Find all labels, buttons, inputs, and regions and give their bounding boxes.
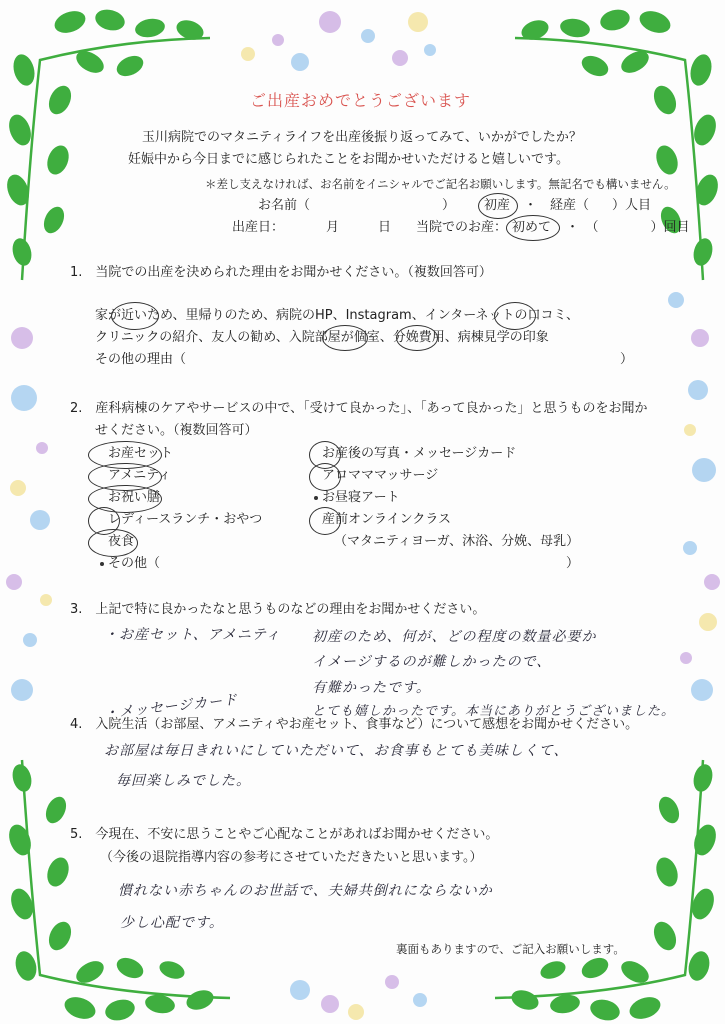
circle-delivery-cost <box>396 325 438 351</box>
birth-here-label: 当院でのお産： <box>416 220 508 235</box>
intro-line-1: 玉川病院でのマタニティライフを出産後振り返ってみて、いかがでしたか？ <box>142 130 582 145</box>
q4-answer-2: 毎回楽しみでした。 <box>116 773 251 789</box>
intro-line-2: 妊娠中から今日までに感じられたことをお聞かせいただけると嬉しいです。 <box>128 152 569 167</box>
q5-answer-1: 慣れない赤ちゃんのお世話で、夫婦共倒れにならないか <box>118 883 493 899</box>
intro-note: ＊差し支えなければ、お名前をイニシャルでご記名お願いします。無記名でも構いません。 <box>205 177 676 191</box>
birth-day: 日 <box>378 220 392 235</box>
circle-private-room <box>322 325 368 351</box>
q3-answer-6: とても嬉しかったです。本当にありがとうございました。 <box>312 704 675 719</box>
birth-month: 月 <box>326 220 340 235</box>
option-amenity: アメニティ <box>108 468 172 483</box>
q3-title: 3. 上記で特に良かったなと思うものなどの理由をお聞かせください。 <box>70 602 486 617</box>
times: ・ （ ）回目 <box>566 220 690 235</box>
option-photo-card: お産後の写真・メッセージカード <box>322 446 517 461</box>
q2-title-line-1: 2. 産科病棟のケアやサービスの中で、「受けて良かった」、「あって良かった」と思うものをお聞か <box>70 401 648 416</box>
name-close: ） <box>442 198 456 213</box>
q1-line-2: クリニックの紹介、友人の勧め、入院部屋が個室、分娩費用、病棟見学の印象 <box>95 330 549 345</box>
parity-count-close: ）人目 <box>612 198 652 213</box>
parity-multi: ・ 経産（ <box>524 198 590 213</box>
option-online-class: 産前オンラインクラス <box>322 512 451 527</box>
option-ladies-lunch: レディースランチ・おやつ <box>108 512 263 527</box>
option-celebration-meal: お祝い膳 <box>108 490 161 505</box>
circle-internet <box>494 302 536 330</box>
circle-home-near <box>111 302 159 330</box>
option-nap-art-bullet <box>314 496 318 500</box>
option-other-close: ） <box>566 556 580 571</box>
q1-line-3-close: ） <box>620 352 634 367</box>
q4-title: 4. 入院生活（お部屋、アメニティやお産セット、食事など）について感想をお聞かせください。 <box>70 717 639 732</box>
option-nap-art: お昼寝アート <box>322 490 400 505</box>
q3-answer-3: イメージするのが難しかったので、 <box>312 654 552 670</box>
q2-title-line-2: せください。（複数回答可） <box>95 423 258 438</box>
option-other: その他（ <box>108 556 161 571</box>
option-online-class-detail: （マタニティヨーガ、沐浴、分娩、母乳） <box>334 534 580 549</box>
parity-first: 初産 <box>484 198 511 213</box>
q5-answer-2: 少し心配です。 <box>120 915 224 931</box>
q5-title: 5. 今現在、不安に思うことやご心配なことがあればお聞かせください。 <box>70 827 499 842</box>
parity-first-circle <box>478 193 518 219</box>
option-birth-set: お産セット <box>108 446 174 461</box>
first-time-circle <box>506 215 560 241</box>
q1-line-1: 家が近いため、里帰りのため、病院のHP、Instagram、インターネットの口コミ、 <box>95 308 580 323</box>
q3-answer-2: 初産のため、何が、どの程度の数量必要か <box>312 629 597 645</box>
footer-note: 裏面もありますので、ご記入お願いします。 <box>396 942 625 956</box>
q3-answer-1: ・お産セット、アメニティ <box>104 627 281 643</box>
birth-label: 出産日： <box>232 220 285 235</box>
q3-answer-4: 有難かったです。 <box>312 680 431 696</box>
page-title: ご出産おめでとうございます <box>250 91 472 110</box>
q4-answer-1: お部屋は毎日きれいにしていただいて、お食事もとても美味しくて、 <box>104 743 569 759</box>
option-night-snack: 夜食 <box>108 534 135 549</box>
name-label: お名前（ <box>258 198 311 213</box>
q1-title: 1. 当院での出産を決められた理由をお聞かせください。（複数回答可） <box>70 265 492 280</box>
option-other-bullet <box>100 562 104 566</box>
q5-subtitle: （今後の退院指導内容の参考にさせていただきたいと思います。） <box>100 850 483 865</box>
q1-line-3: その他の理由（ <box>95 352 187 367</box>
option-aroma: アロマママッサージ <box>322 468 439 483</box>
q3-answer-5: ・メッセージカード <box>103 692 239 722</box>
first-time: 初めて <box>512 220 552 235</box>
